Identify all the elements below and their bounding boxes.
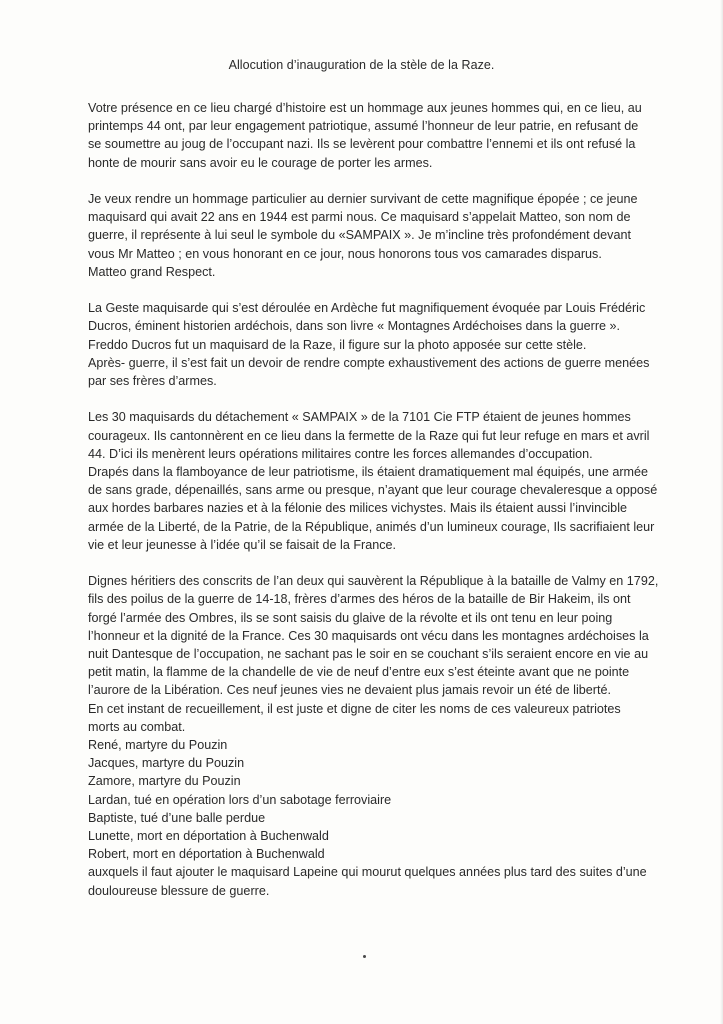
text-line: En cet instant de recueillement, il est juste et digne de citer les noms de ces valeureux patriotes xyxy=(88,701,621,716)
name-list-item: Robert, mort en déportation à Buchenwald xyxy=(88,847,325,862)
text-line: maquisard qui avait 22 ans en 1944 est parmi nous. Ce maquisard s’appelait Matteo, son nom de xyxy=(88,210,631,225)
text-line: nuit Dantesque de l’occupation, ne sachant pas le soir en se couchant s’ils seraient encore en vie au xyxy=(88,647,649,662)
paragraph-3 xyxy=(88,299,688,390)
text-line: se soumettre au joug de l’occupant nazi. Ils se levèrent pour combattre l’ennemi et ils ont refusé la xyxy=(88,137,636,152)
text-line: armée de la Liberté, de la Patrie, de la République, animés d’un lumineux courage, Ils sacrifiaient leur xyxy=(88,519,655,534)
text-line: l’aurore de la Libération. Ces neuf jeunes vies ne devaient plus jamais revoir un été de liberté. xyxy=(88,683,611,698)
text-line: Ducros, éminent historien ardéchois, dans son livre « Montagnes Ardéchoises dans la guerre ». xyxy=(88,319,621,334)
text-line: Votre présence en ce lieu chargé d’histoire est un hommage aux jeunes hommes qui, en ce lieu, au xyxy=(88,101,642,115)
name-list-item: Baptiste, tué d’une balle perdue xyxy=(88,810,266,825)
text-line: Je veux rendre un hommage particulier au dernier survivant de cette magnifique épopée ; ce jeune xyxy=(88,192,638,206)
text-line: par ses frères d’armes. xyxy=(88,374,217,389)
name-list-item: René, martyre du Pouzin xyxy=(88,738,228,753)
text-line: honte de mourir sans avoir eu le courage de porter les armes. xyxy=(88,155,433,170)
text-line: aux hordes barbares nazies et à la félonie des milices vichystes. Mais ils étaient aussi l’invincible xyxy=(88,501,627,516)
paragraph-1 xyxy=(88,99,688,172)
text-line: vous Mr Matteo ; en vous honorant en ce jour, nous honorons tous vos camarades disparus. xyxy=(88,246,602,261)
text-line: printemps 44 ont, par leur engagement patriotique, assumé l’honneur de leur patrie, en refusant de xyxy=(88,119,639,134)
name-list-item: Lardan, tué en opération lors d’un sabotage ferroviaire xyxy=(88,792,392,807)
text-line: forgé l’armée des Ombres, ils se sont saisis du glaive de la révolte et ils ont tenu en leur poing xyxy=(88,610,613,625)
text-line: La Geste maquisarde qui s’est déroulée en Ardèche fut magnifiquement évoquée par Louis Frédéric xyxy=(88,301,646,316)
text-line: fils des poilus de la guerre de 14-18, frères d’armes des héros de la bataille de Bir Hakeim, ils ont xyxy=(88,592,631,607)
text-line: Drapés dans la flamboyance de leur patriotisme, ils étaient dramatiquement mal équipés, une armée xyxy=(88,465,649,480)
name-list-item: Lunette, mort en déportation à Buchenwald xyxy=(88,829,329,844)
scan-ink-speck xyxy=(363,955,366,958)
text-line: Freddo Ducros fut un maquisard de la Raze, il figure sur la photo apposée sur cette stèle. xyxy=(88,337,587,352)
text-line: douloureuse blessure de guerre. xyxy=(88,883,270,898)
text-line: Après- guerre, il s’est fait un devoir de rendre compte exhaustivement des actions de guerre menées xyxy=(88,355,650,370)
text-line: vie et leur jeunesse à l’idée qu’il se faisait de la France. xyxy=(88,537,397,552)
text-line: courageux. Ils cantonnèrent en ce lieu dans la fermette de la Raze qui fut leur refuge en mars et avril xyxy=(88,428,650,443)
paragraph-5 xyxy=(88,572,688,900)
paragraph-4 xyxy=(88,408,688,554)
text-line: 44. D’ici ils menèrent leurs opérations militaires contre les forces allemandes d’occupation. xyxy=(88,446,593,461)
text-line: de sans grade, dépenaillés, sans arme ou presque, n’ayant que leur courage chevaleresque a opposé xyxy=(88,483,658,498)
text-line: Matteo grand Respect. xyxy=(88,264,216,279)
name-list-item: Zamore, martyre du Pouzin xyxy=(88,774,241,789)
text-line: l’honneur et la dignité de la France. Ces 30 maquisards ont vécu dans les montagnes ardéchoises la xyxy=(88,628,649,643)
text-line: auxquels il faut ajouter le maquisard Lapeine qui mourut quelques années plus tard des suites d’une xyxy=(88,865,647,880)
name-list-item: Jacques, martyre du Pouzin xyxy=(88,756,245,771)
paragraph-2 xyxy=(88,190,688,281)
document-title: Allocution d’inauguration de la stèle de la Raze. xyxy=(228,58,495,72)
text-line: morts au combat. xyxy=(88,719,186,734)
text-line: petit matin, la flamme de la chandelle de vie de neuf d’entre eux s’est éteinte avant que ne pointe xyxy=(88,665,630,680)
document-body xyxy=(88,99,688,900)
text-line: Dignes héritiers des conscrits de l’an deux qui sauvèrent la République à la bataille de Valmy en 1792, xyxy=(88,574,659,589)
text-line: Les 30 maquisards du détachement « SAMPAIX » de la 7101 Cie FTP étaient de jeunes hommes xyxy=(88,410,631,425)
text-line: guerre, il représente à lui seul le symbole du «SAMPAIX ». Je m’incline très profondément devant xyxy=(88,228,631,243)
